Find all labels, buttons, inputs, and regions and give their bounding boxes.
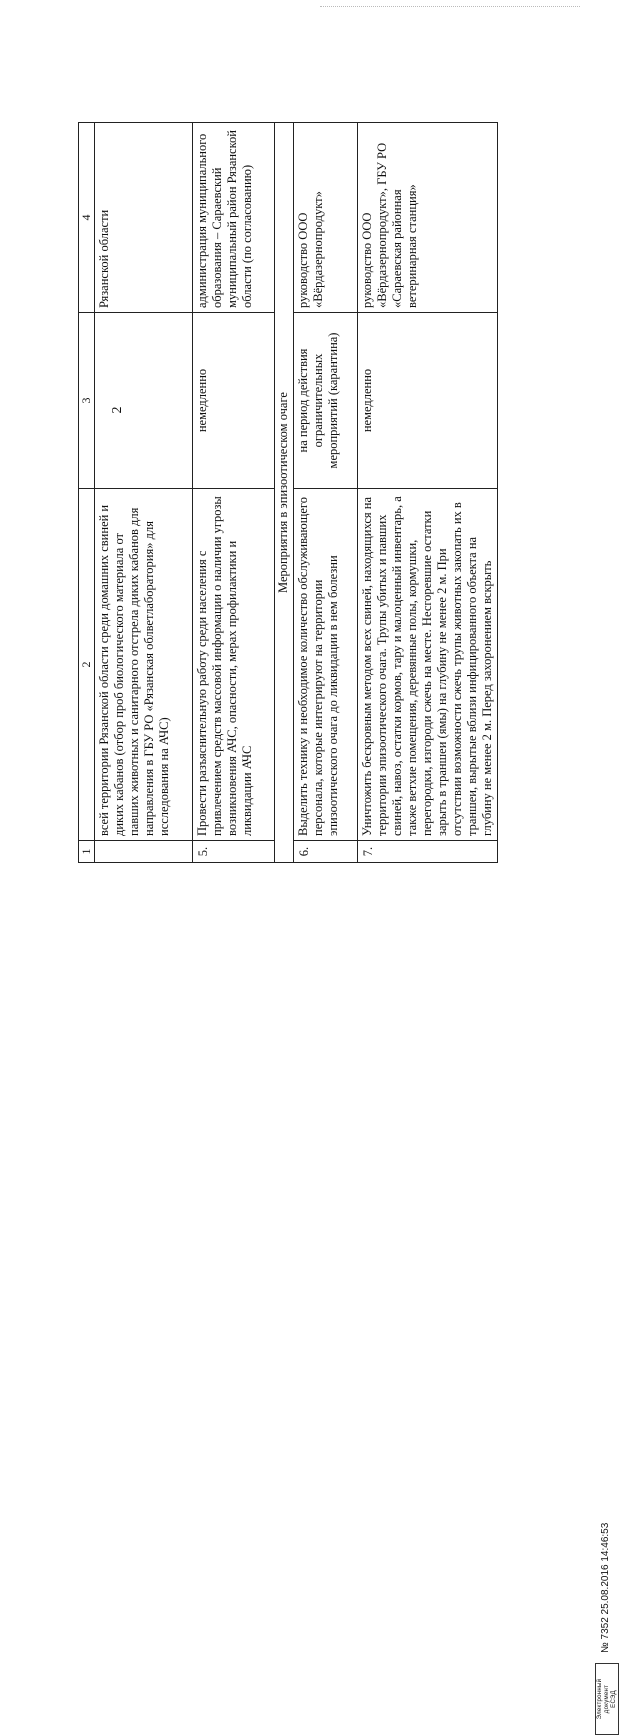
- term-text: немедленно: [358, 313, 498, 489]
- row-number: 6.: [294, 841, 358, 863]
- table-row-6: [294, 123, 358, 863]
- measure-text: Провести разъяснительную работу среди населения с привлечением средств массовой информации о наличии угрозы возникновения АЧС, опасности, мерах профилактики и ликвидации АЧС: [193, 489, 275, 841]
- row-number: [95, 841, 193, 863]
- term-text: немедленно: [193, 313, 275, 489]
- document-footer: [592, 1455, 624, 1735]
- row-number: 5.: [193, 841, 275, 863]
- table-header-row: [79, 123, 95, 863]
- responsible-text: руководство ООО «Вёрдазернопродукт», ГБУ РО «Сараевская районная ветеринарная станция»: [358, 123, 498, 313]
- header-col-2: 2: [79, 489, 95, 841]
- table-row-continuation: [95, 123, 193, 863]
- edms-logo: [595, 1663, 619, 1735]
- header-col-4: 4: [79, 123, 95, 313]
- measures-table: [78, 122, 498, 863]
- logo-line-1: Электронный: [596, 1678, 603, 1720]
- logo-line-3: ЕСЭД: [610, 1690, 617, 1708]
- page-number: 2: [110, 406, 125, 414]
- responsible-text: администрация муниципального образования – Сараевский муниципальный район Рязанской области (по согласованию): [193, 123, 275, 313]
- term-text: [95, 313, 193, 489]
- measure-text: Уничтожить бескровным методом всех свиней, находящихся на территории эпизоотического очага. Трупы убитых и павших свиней, навоз, остатки кормов, тару и малоценный инвентарь, а также ветхие помещения, деревянные полы, кормушки, перегородки, изгороди сжечь на месте. Несгоревшие остатки зарыть в траншеи (ямы) на глубину не менее 2 м. При отсутствии возможности сжечь трупы животных закопать их в траншеи, вырытые вблизи инфицированного объекта на глубину не менее 2 м. Перед захоронением вскрыть: [358, 489, 498, 841]
- measure-text: всей территории Рязанской области среди домашних свиней и диких кабанов (отбор проб биологического материала от павших животных и санитарного отстрела диких кабанов для направления в ГБУ РО «Рязанская облветлаборатория» для исследования на АЧС): [95, 489, 193, 841]
- responsible-text: Рязанской области: [95, 123, 193, 313]
- logo-line-2: документ: [603, 1684, 610, 1714]
- section-title: Мероприятия в эпизоотическом очаге: [275, 123, 294, 863]
- header-col-1: 1: [79, 841, 95, 863]
- measure-text: Выделить технику и необходимое количество обслуживающего персонала, которые интегрируют на территории эпизоотического очага до ликвидации в нем болезни: [294, 489, 358, 841]
- table-row-7: [358, 123, 498, 863]
- header-col-3: 3: [79, 313, 95, 489]
- registration-stamp: № 7352 25.08.2016 14:46:53: [600, 1522, 611, 1653]
- term-text: на период действия ограничительных мероприятий (карантина): [294, 313, 358, 489]
- rotated-page: [78, 123, 494, 863]
- table-row-5: [193, 123, 275, 863]
- section-header-row: [275, 123, 294, 863]
- row-number: 7.: [358, 841, 498, 863]
- scan-noise-line: [320, 6, 580, 17]
- responsible-text: руководство ООО «Вёрдазернопродукт»: [294, 123, 358, 313]
